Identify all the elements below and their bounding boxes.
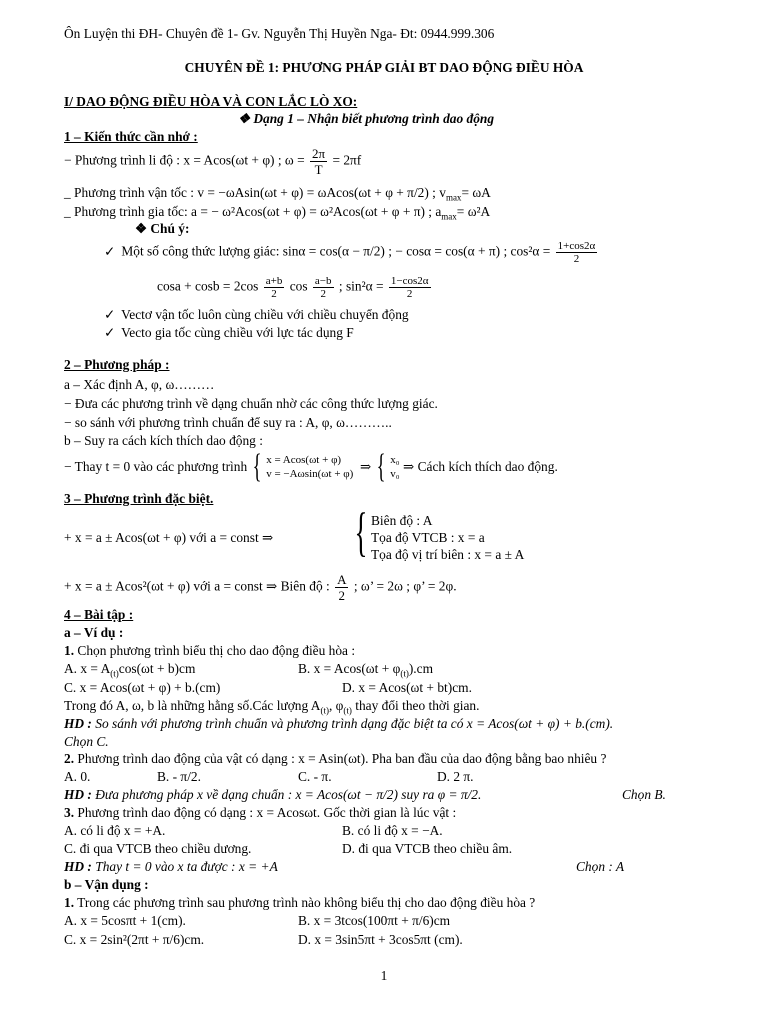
question-3: 3. Phương trình dao động có dạng : x = Acosωt. Gốc thời gian là lúc vật : bbox=[64, 805, 457, 820]
answer-option: D. x = 3sin5πt + 3cos5πt (cm). bbox=[298, 932, 463, 947]
checkmark-icon: ✓ bbox=[104, 325, 116, 340]
answer-option: B. x = 3tcos(100πt + π/6)cm bbox=[298, 913, 451, 928]
page-header: Ôn Luyện thi ĐH- Chuyên đề 1- Gv. Nguyễn Thị Huyền Nga- Đt: 0944.999.306 bbox=[64, 26, 495, 41]
question-1: 1. Chọn phương trình biểu thị cho dao động điều hòa : bbox=[64, 643, 356, 658]
method-step-a: a – Xác định A, φ, ω……… bbox=[64, 377, 215, 392]
special-result: Tọa độ vị trí biên : x = a ± A bbox=[371, 547, 525, 562]
document-title: CHUYÊN ĐỀ 1: PHƯƠNG PHÁP GIẢI BT DAO ĐỘNG ĐIỀU HÒA bbox=[184, 60, 584, 75]
hint-3: HD : Thay t = 0 vào x ta được : x = +A bbox=[64, 859, 278, 874]
method-step: − Đưa các phương trình về dạng chuẩn nhờ các công thức lượng giác. bbox=[64, 396, 438, 411]
brace-icon: { bbox=[354, 502, 368, 562]
answer-option: A. x = 5cosπt + 1(cm). bbox=[64, 913, 186, 928]
initial-condition-line: − Thay t = 0 vào các phương trình { x = Acos(ωt + φ) v = −Aωsin(ωt + φ) ⇒ { x₀ v₀ ⇒ Cách kích thích dao động. bbox=[64, 448, 558, 485]
method-step-b: b – Suy ra cách kích thích dao động : bbox=[64, 433, 263, 448]
brace-icon: { bbox=[376, 448, 386, 485]
question-2: 2. Phương trình dao động của vật có dạng : x = Asin(ωt). Pha ban đầu của dao động bằng bao nhiêu ? bbox=[64, 751, 607, 766]
hint-2: HD : Đưa phương pháp x về dạng chuẩn : x = Acos(ωt − π/2) suy ra φ = π/2. bbox=[64, 787, 482, 802]
subsection-heading: ❖ Dạng 1 – Nhận biết phương trình dao động bbox=[238, 111, 495, 126]
kien-thuc-heading: 1 – Kiến thức cần nhớ : bbox=[64, 129, 198, 144]
special-equation-2: + x = a ± Acos²(ωt + φ) với a = const ⇒ Biên độ : $\frac{A}{2}$ ; ω’ = 2ω ; φ’ = 2φ. bbox=[64, 572, 457, 603]
answer-option: C. đi qua VTCB theo chiều dương. bbox=[64, 841, 252, 856]
hint-3-choice: Chọn : A bbox=[576, 859, 625, 874]
answer-option: B. $x = Acos(\omega t + \varphi_{(t)}).cm$ bbox=[298, 661, 433, 679]
method-step: − so sánh với phương trình chuẩn để suy ra : A, φ, ω……….. bbox=[64, 415, 392, 430]
vi-du-heading: a – Ví dụ : bbox=[64, 625, 124, 640]
van-dung-heading: b – Vận dụng : bbox=[64, 877, 149, 892]
sum-formula-line: cosa + cosb = 2cos $\frac{a+b}{2}$ cos $\frac{a-b}{2}$ ; sin²α = $\frac{1-\cos 2\alpha}{2}$ bbox=[157, 275, 429, 300]
note-heading: ❖ Chú ý: bbox=[135, 221, 190, 236]
answer-option: A. $x = A_{(t)}\cos(\omega t + b)cm$ bbox=[64, 661, 196, 679]
note-acceleration: ✓ Vecto gia tốc cùng chiều với lực tác dụng F bbox=[104, 325, 354, 340]
special-result: Biên độ : A bbox=[371, 513, 433, 528]
answer-option: A. 0. bbox=[64, 769, 91, 784]
question-note: Trong đó A, ω, b là những hằng số.Các lượng $A_{(t)}$, $\varphi_{(t)}$ thay đổi theo thời gian. bbox=[64, 698, 480, 716]
page-number: 1 bbox=[380, 968, 388, 983]
bai-tap-heading: 4 – Bài tập : bbox=[64, 607, 134, 622]
checkmark-icon: ✓ bbox=[104, 307, 116, 322]
diamond-bullet-icon: ❖ bbox=[238, 111, 254, 126]
answer-option: B. - π/2. bbox=[157, 769, 201, 784]
answer-option: A. có li độ x = +A. bbox=[64, 823, 166, 838]
equation-van-toc: _ Phương trình vận tốc : v = −ωAsin(ωt + φ) = ωAcos(ωt + φ + π/2) ; $v_{max}= \omega A$ bbox=[64, 185, 491, 203]
special-result: Tọa độ VTCB : x = a bbox=[371, 530, 485, 545]
checkmark-icon: ✓ bbox=[104, 243, 116, 259]
diamond-bullet-icon: ❖ bbox=[135, 221, 151, 236]
equation-gia-toc: _ Phương trình gia tốc: a = − ω²Acos(ωt + φ) = ω²Acos(ωt + φ + π) ; $a_{max}= \omega^2A$ bbox=[64, 204, 491, 222]
answer-option: D. x = Acos(ωt + bt)cm. bbox=[342, 680, 472, 695]
hint-1-choice: Chọn C. bbox=[64, 734, 109, 749]
answer-option: B. có li độ x = −A. bbox=[342, 823, 443, 838]
pt-dac-biet-heading: 3 – Phương trình đặc biệt. bbox=[64, 491, 214, 506]
hint-2-choice: Chọn B. bbox=[622, 787, 666, 802]
special-equation-1: + x = a ± Acos(ωt + φ) với a = const ⇒ bbox=[64, 530, 274, 545]
answer-option: D. đi qua VTCB theo chiều âm. bbox=[342, 841, 513, 856]
answer-option: C. x = 2sin²(2πt + π/6)cm. bbox=[64, 932, 205, 947]
answer-option: C. - π. bbox=[298, 769, 332, 784]
trig-formula-line: ✓ Một số công thức lượng giác: sinα = cos(α − π/2) ; − cosα = cos(α + π) ; cos²α = $\frac{1+\cos 2\alpha}{2}$ bbox=[104, 240, 596, 265]
exercise-1: 1. Trong các phương trình sau phương trình nào không biểu thị cho dao động điều hòa ? bbox=[64, 895, 536, 910]
note-velocity: ✓ Vectơ vận tốc luôn cùng chiều với chiều chuyển động bbox=[104, 307, 409, 322]
answer-option: C. x = Acos(ωt + φ) + b.(cm) bbox=[64, 680, 221, 695]
section-heading: I/ DAO ĐỘNG ĐIỀU HÒA VÀ CON LẮC LÒ XO: bbox=[64, 94, 358, 109]
equation-li-do: − Phương trình li độ : x = Acos(ωt + φ) ; ω = $\frac{2\pi}{T}$ = 2πf bbox=[64, 146, 362, 177]
phuong-phap-heading: 2 – Phương pháp : bbox=[64, 357, 170, 372]
brace-icon: { bbox=[252, 448, 262, 485]
answer-option: D. 2 π. bbox=[437, 769, 474, 784]
hint-1: HD : So sánh với phương trình chuẩn và phương trình dạng đặc biệt ta có x = Acos(ωt + φ) + b.(cm). bbox=[64, 716, 614, 731]
